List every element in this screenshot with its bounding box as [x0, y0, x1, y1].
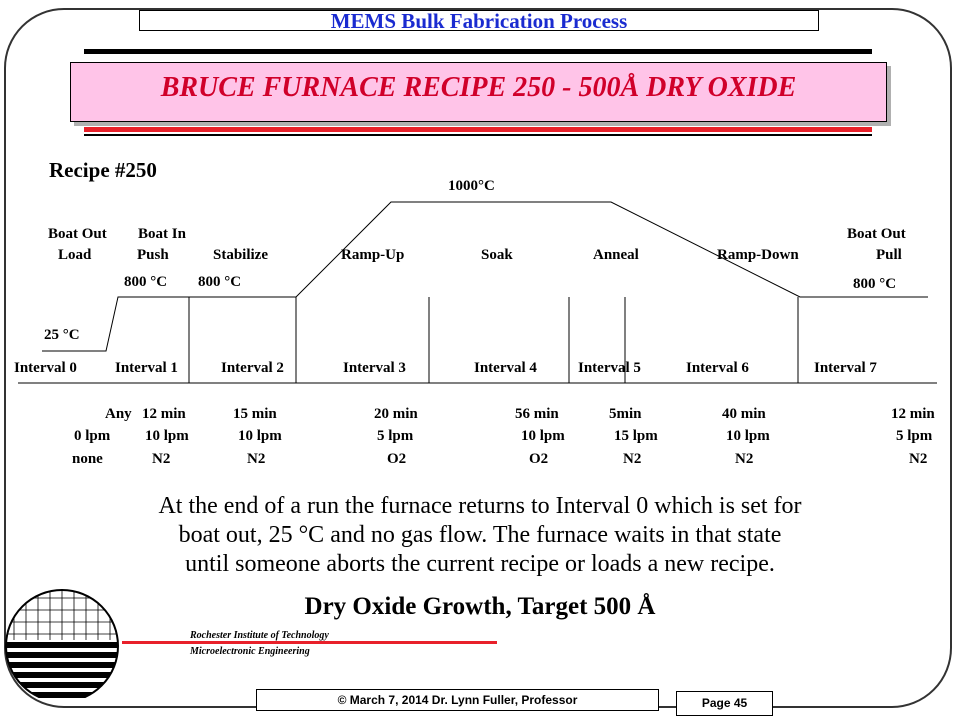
- interval-gas: N2: [623, 451, 642, 467]
- peak-temp-label: 1000°C: [448, 178, 495, 194]
- temperature-profile-line: [42, 202, 928, 351]
- interval-flow: 10 lpm: [521, 428, 565, 444]
- interval-flow: 5 lpm: [896, 428, 933, 444]
- interval-label: Interval 1: [115, 360, 178, 376]
- interval-gas: N2: [909, 451, 928, 467]
- body-line-1: At the end of a run the furnace returns to Interval 0 which is set for: [158, 493, 802, 519]
- interval-flow: 10 lpm: [145, 428, 189, 444]
- interval-label: Interval 3: [343, 360, 406, 376]
- step-ramp-up: Ramp-Up: [341, 247, 405, 263]
- body-line-3: until someone aborts the current recipe or loads a new recipe.: [185, 551, 775, 577]
- interval-flow: 0 lpm: [74, 428, 111, 444]
- copyright: © March 7, 2014 Dr. Lynn Fuller, Professor: [256, 689, 659, 711]
- step-boat-out-pull-line2: Pull: [876, 247, 902, 263]
- interval-gas: N2: [735, 451, 754, 467]
- recipe-label: Recipe #250: [49, 158, 157, 182]
- temp-800c-stabilize: 800 °C: [198, 274, 242, 290]
- interval-label: Interval 0: [14, 360, 77, 376]
- page-number: Page 45: [676, 691, 773, 716]
- interval-time: 12 min: [891, 406, 935, 422]
- step-stabilize: Stabilize: [213, 247, 268, 263]
- interval-gas: none: [72, 451, 103, 467]
- interval-gas: O2: [387, 451, 407, 467]
- step-soak: Soak: [481, 247, 513, 263]
- step-boat-in-push-line1: Boat In: [138, 226, 186, 242]
- course-title: MEMS Bulk Fabrication Process: [139, 10, 819, 31]
- interval-label: Interval 6: [686, 360, 749, 376]
- interval-time: 15 min: [233, 406, 277, 422]
- interval-label: Interval 2: [221, 360, 284, 376]
- temp-800c-pull: 800 °C: [853, 276, 897, 292]
- interval-time: 40 min: [722, 406, 766, 422]
- interval-gas: N2: [152, 451, 171, 467]
- interval-gas: O2: [529, 451, 549, 467]
- institution-rule: [122, 641, 497, 644]
- step-ramp-down: Ramp-Down: [717, 247, 799, 263]
- step-boat-in-push-line2: Push: [137, 247, 169, 263]
- interval-flow: 5 lpm: [377, 428, 414, 444]
- interval-gas: N2: [247, 451, 266, 467]
- step-boat-out-load-line2: Load: [58, 247, 92, 263]
- slide-title: BRUCE FURNACE RECIPE 250 - 500Å DRY OXIDE: [160, 72, 797, 103]
- interval-flow: 15 lpm: [614, 428, 658, 444]
- step-anneal: Anneal: [593, 247, 639, 263]
- interval-time: 56 min: [515, 406, 559, 422]
- interval-flow: 10 lpm: [726, 428, 770, 444]
- interval-label: Interval 7: [814, 360, 877, 376]
- interval-label: Interval 4: [474, 360, 537, 376]
- temp-25c: 25 °C: [44, 327, 80, 343]
- institution-name: Rochester Institute of Technology: [190, 630, 329, 641]
- interval-label: Interval 5: [578, 360, 641, 376]
- interval-time: Any: [105, 406, 132, 422]
- interval-time: 5min: [609, 406, 642, 422]
- subtitle: Dry Oxide Growth, Target 500 Å: [304, 593, 656, 620]
- interval-time: 12 min: [142, 406, 186, 422]
- step-boat-out-load-line1: Boat Out: [48, 226, 107, 242]
- step-boat-out-pull-line1: Boat Out: [847, 226, 906, 242]
- institution-dept: Microelectronic Engineering: [190, 646, 310, 657]
- rit-wafer-logo: [4, 588, 124, 698]
- interval-time: 20 min: [374, 406, 418, 422]
- interval-flow: 10 lpm: [238, 428, 282, 444]
- body-line-2: boat out, 25 °C and no gas flow. The furnace waits in that state: [178, 522, 782, 548]
- temp-800c-push: 800 °C: [124, 274, 168, 290]
